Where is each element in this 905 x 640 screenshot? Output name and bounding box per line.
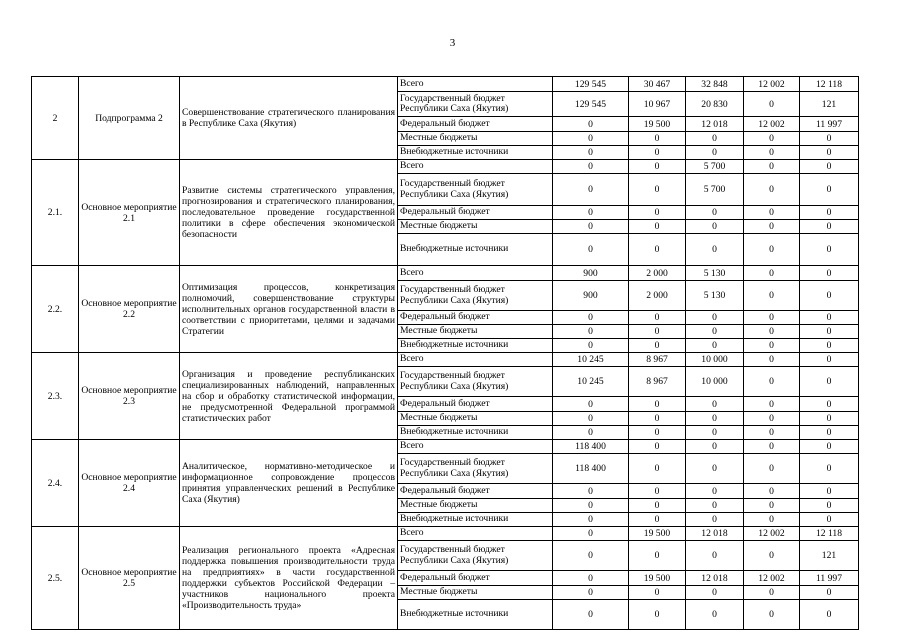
funding-value: 11 997 — [800, 571, 859, 586]
funding-value: 0 — [553, 311, 629, 325]
funding-source: Всего — [398, 527, 553, 541]
funding-value: 0 — [744, 353, 800, 367]
funding-value: 0 — [800, 426, 859, 440]
funding-value: 0 — [686, 484, 744, 499]
funding-value: 0 — [800, 397, 859, 412]
funding-value: 0 — [744, 440, 800, 454]
funding-value: 10 245 — [553, 367, 629, 397]
funding-value: 0 — [686, 412, 744, 426]
funding-value: 0 — [744, 339, 800, 353]
funding-value: 0 — [553, 412, 629, 426]
item-name: Основное мероприятие 2.5 — [79, 527, 180, 630]
funding-value: 0 — [629, 174, 686, 206]
funding-value: 0 — [686, 220, 744, 234]
funding-value: 0 — [553, 571, 629, 586]
funding-value: 129 545 — [553, 92, 629, 117]
funding-source: Всего — [398, 440, 553, 454]
funding-value: 0 — [744, 412, 800, 426]
funding-value: 0 — [553, 541, 629, 571]
funding-value: 0 — [629, 339, 686, 353]
funding-value: 0 — [629, 513, 686, 527]
funding-value: 19 500 — [629, 117, 686, 132]
funding-value: 121 — [800, 541, 859, 571]
funding-value: 12 118 — [800, 77, 859, 92]
funding-value: 0 — [553, 160, 629, 174]
funding-value: 0 — [800, 146, 859, 160]
funding-value: 0 — [629, 311, 686, 325]
page-number: 3 — [449, 37, 456, 49]
funding-value: 0 — [629, 541, 686, 571]
funding-value: 0 — [800, 353, 859, 367]
funding-value: 32 848 — [686, 77, 744, 92]
table-row — [32, 353, 859, 367]
funding-value: 0 — [553, 325, 629, 339]
funding-source: Всего — [398, 160, 553, 174]
item-description: Организация и проведение республиканских специализированных наблюдений, направленных на сбор и обработку статистической информации, не предусмотренной Федеральной программой статистических работ — [180, 353, 398, 440]
item-name: Основное мероприятие 2.2 — [79, 266, 180, 353]
funding-value: 0 — [744, 484, 800, 499]
funding-value: 0 — [629, 600, 686, 630]
funding-value: 0 — [744, 513, 800, 527]
funding-value: 5 130 — [686, 266, 744, 281]
funding-value: 0 — [744, 311, 800, 325]
item-name: Основное мероприятие 2.4 — [79, 440, 180, 527]
funding-value: 12 018 — [686, 527, 744, 541]
funding-value: 0 — [744, 397, 800, 412]
funding-value: 8 967 — [629, 367, 686, 397]
funding-value: 0 — [629, 440, 686, 454]
funding-value: 0 — [553, 586, 629, 600]
funding-value: 0 — [800, 586, 859, 600]
funding-source: Федеральный бюджет — [398, 484, 553, 499]
funding-value: 12 002 — [744, 571, 800, 586]
funding-value: 0 — [744, 266, 800, 281]
funding-value: 0 — [744, 234, 800, 266]
funding-value: 0 — [800, 160, 859, 174]
funding-source: Всего — [398, 266, 553, 281]
funding-value: 0 — [686, 234, 744, 266]
funding-source: Внебюджетные источники — [398, 234, 553, 266]
funding-source: Местные бюджеты — [398, 586, 553, 600]
funding-source: Внебюджетные источники — [398, 339, 553, 353]
funding-source: Местные бюджеты — [398, 325, 553, 339]
funding-value: 0 — [553, 397, 629, 412]
table-row — [32, 440, 859, 454]
funding-value: 0 — [800, 132, 859, 146]
funding-value: 0 — [686, 600, 744, 630]
funding-value: 900 — [553, 281, 629, 311]
funding-value: 0 — [800, 281, 859, 311]
funding-value: 12 018 — [686, 571, 744, 586]
funding-value: 0 — [553, 426, 629, 440]
funding-value: 0 — [744, 206, 800, 220]
funding-value: 0 — [686, 206, 744, 220]
item-number: 2.4. — [32, 440, 79, 527]
funding-value: 12 002 — [744, 527, 800, 541]
funding-value: 0 — [553, 339, 629, 353]
funding-value: 0 — [686, 311, 744, 325]
funding-value: 20 830 — [686, 92, 744, 117]
funding-value: 10 245 — [553, 353, 629, 367]
funding-source: Государственный бюджет Республики Саха (Якутия) — [398, 281, 553, 311]
funding-value: 0 — [553, 206, 629, 220]
item-number: 2.5. — [32, 527, 79, 630]
funding-value: 0 — [553, 513, 629, 527]
item-number: 2.2. — [32, 266, 79, 353]
funding-source: Внебюджетные источники — [398, 600, 553, 630]
funding-value: 0 — [744, 325, 800, 339]
funding-value: 0 — [629, 484, 686, 499]
funding-value: 5 130 — [686, 281, 744, 311]
funding-value: 0 — [800, 234, 859, 266]
item-description: Совершенствование стратегического планирования в Республике Саха (Якутия) — [180, 77, 398, 160]
funding-value: 0 — [744, 600, 800, 630]
table-row — [32, 160, 859, 174]
funding-value: 0 — [800, 325, 859, 339]
funding-value: 0 — [629, 426, 686, 440]
funding-source: Всего — [398, 353, 553, 367]
funding-value: 0 — [800, 454, 859, 484]
funding-value: 0 — [800, 220, 859, 234]
funding-value: 12 118 — [800, 527, 859, 541]
item-name: Основное мероприятие 2.1 — [79, 160, 180, 266]
funding-value: 0 — [686, 586, 744, 600]
funding-value: 0 — [629, 454, 686, 484]
funding-value: 0 — [553, 220, 629, 234]
funding-value: 12 018 — [686, 117, 744, 132]
item-number: 2 — [32, 77, 79, 160]
funding-source: Местные бюджеты — [398, 499, 553, 513]
funding-value: 0 — [553, 484, 629, 499]
funding-value: 19 500 — [629, 527, 686, 541]
funding-value: 19 500 — [629, 571, 686, 586]
funding-value: 0 — [800, 484, 859, 499]
funding-value: 0 — [686, 454, 744, 484]
funding-value: 0 — [629, 397, 686, 412]
funding-value: 0 — [629, 412, 686, 426]
funding-value: 0 — [686, 397, 744, 412]
table-row — [32, 77, 859, 92]
funding-value: 0 — [800, 499, 859, 513]
funding-source: Местные бюджеты — [398, 132, 553, 146]
funding-source: Государственный бюджет Республики Саха (Якутия) — [398, 541, 553, 571]
funding-value: 0 — [553, 600, 629, 630]
funding-value: 12 002 — [744, 117, 800, 132]
funding-value: 0 — [686, 146, 744, 160]
funding-value: 0 — [744, 92, 800, 117]
funding-value: 0 — [800, 174, 859, 206]
funding-value: 118 400 — [553, 454, 629, 484]
budget-table — [31, 76, 859, 630]
funding-value: 10 000 — [686, 353, 744, 367]
budget-table-body — [32, 77, 859, 630]
funding-value: 0 — [800, 600, 859, 630]
funding-value: 0 — [800, 266, 859, 281]
funding-source: Внебюджетные источники — [398, 146, 553, 160]
funding-value: 118 400 — [553, 440, 629, 454]
item-description: Оптимизация процессов, конкретизация полномочий, совершенствование структуры исполнительных органов государственной власти в соответствии с приоритетами, целями и задачами Стратегии — [180, 266, 398, 353]
funding-value: 0 — [744, 160, 800, 174]
funding-source: Местные бюджеты — [398, 412, 553, 426]
funding-value: 0 — [800, 440, 859, 454]
funding-source: Федеральный бюджет — [398, 571, 553, 586]
funding-source: Государственный бюджет Республики Саха (Якутия) — [398, 92, 553, 117]
funding-value: 0 — [686, 499, 744, 513]
funding-source: Федеральный бюджет — [398, 311, 553, 325]
table-row — [32, 266, 859, 281]
funding-value: 0 — [629, 206, 686, 220]
funding-value: 0 — [629, 325, 686, 339]
funding-value: 2 000 — [629, 281, 686, 311]
funding-source: Внебюджетные источники — [398, 513, 553, 527]
funding-source: Государственный бюджет Республики Саха (Якутия) — [398, 174, 553, 206]
funding-value: 5 700 — [686, 174, 744, 206]
item-name: Основное мероприятие 2.3 — [79, 353, 180, 440]
table-row — [32, 527, 859, 541]
funding-value: 0 — [629, 234, 686, 266]
funding-value: 10 000 — [686, 367, 744, 397]
funding-value: 0 — [744, 426, 800, 440]
funding-source: Местные бюджеты — [398, 220, 553, 234]
funding-value: 0 — [629, 586, 686, 600]
funding-value: 0 — [629, 499, 686, 513]
funding-value: 0 — [800, 513, 859, 527]
funding-value: 0 — [553, 146, 629, 160]
funding-value: 2 000 — [629, 266, 686, 281]
funding-source: Федеральный бюджет — [398, 397, 553, 412]
funding-value: 0 — [686, 339, 744, 353]
funding-value: 0 — [744, 281, 800, 311]
item-number: 2.3. — [32, 353, 79, 440]
funding-source: Государственный бюджет Республики Саха (Якутия) — [398, 367, 553, 397]
funding-value: 0 — [629, 132, 686, 146]
funding-value: 0 — [553, 499, 629, 513]
item-name: Подпрограмма 2 — [79, 77, 180, 160]
funding-value: 0 — [553, 527, 629, 541]
funding-value: 12 002 — [744, 77, 800, 92]
funding-value: 0 — [800, 367, 859, 397]
funding-value: 30 467 — [629, 77, 686, 92]
funding-value: 0 — [744, 367, 800, 397]
funding-value: 0 — [800, 206, 859, 220]
funding-value: 5 700 — [686, 160, 744, 174]
funding-value: 0 — [553, 132, 629, 146]
funding-value: 0 — [686, 426, 744, 440]
item-description: Развитие системы стратегического управления, прогнозирования и стратегического планирования, последовательное проведение государственной политики в сфере обеспечения экономической безопасности — [180, 160, 398, 266]
funding-value: 121 — [800, 92, 859, 117]
funding-value: 0 — [686, 440, 744, 454]
funding-value: 11 997 — [800, 117, 859, 132]
item-description: Реализация регионального проекта «Адресная поддержка повышения производительности труда на предприятиях» в части государственной поддержки субъектов Российской Федерации – участников национального проекта «Производительность труда» — [180, 527, 398, 630]
funding-source: Федеральный бюджет — [398, 117, 553, 132]
funding-value: 0 — [744, 541, 800, 571]
funding-source: Федеральный бюджет — [398, 206, 553, 220]
funding-value: 0 — [686, 513, 744, 527]
funding-value: 0 — [744, 499, 800, 513]
funding-value: 8 967 — [629, 353, 686, 367]
funding-value: 0 — [800, 311, 859, 325]
funding-value: 0 — [629, 160, 686, 174]
funding-value: 0 — [629, 220, 686, 234]
funding-value: 0 — [744, 132, 800, 146]
funding-value: 10 967 — [629, 92, 686, 117]
item-description: Аналитическое, нормативно-методическое и информационное сопровождение процессов принятия управленческих решений в Республике Саха (Якутия) — [180, 440, 398, 527]
funding-value: 900 — [553, 266, 629, 281]
funding-value: 0 — [686, 325, 744, 339]
funding-value: 0 — [744, 174, 800, 206]
funding-value: 0 — [800, 339, 859, 353]
funding-value: 0 — [553, 174, 629, 206]
funding-source: Внебюджетные источники — [398, 426, 553, 440]
funding-value: 129 545 — [553, 77, 629, 92]
funding-value: 0 — [744, 220, 800, 234]
funding-source: Государственный бюджет Республики Саха (Якутия) — [398, 454, 553, 484]
funding-value: 0 — [629, 146, 686, 160]
funding-value: 0 — [553, 117, 629, 132]
item-number: 2.1. — [32, 160, 79, 266]
funding-source: Всего — [398, 77, 553, 92]
funding-value: 0 — [686, 541, 744, 571]
funding-value: 0 — [553, 234, 629, 266]
funding-value: 0 — [800, 412, 859, 426]
funding-value: 0 — [744, 454, 800, 484]
funding-value: 0 — [686, 132, 744, 146]
funding-value: 0 — [744, 146, 800, 160]
funding-value: 0 — [744, 586, 800, 600]
